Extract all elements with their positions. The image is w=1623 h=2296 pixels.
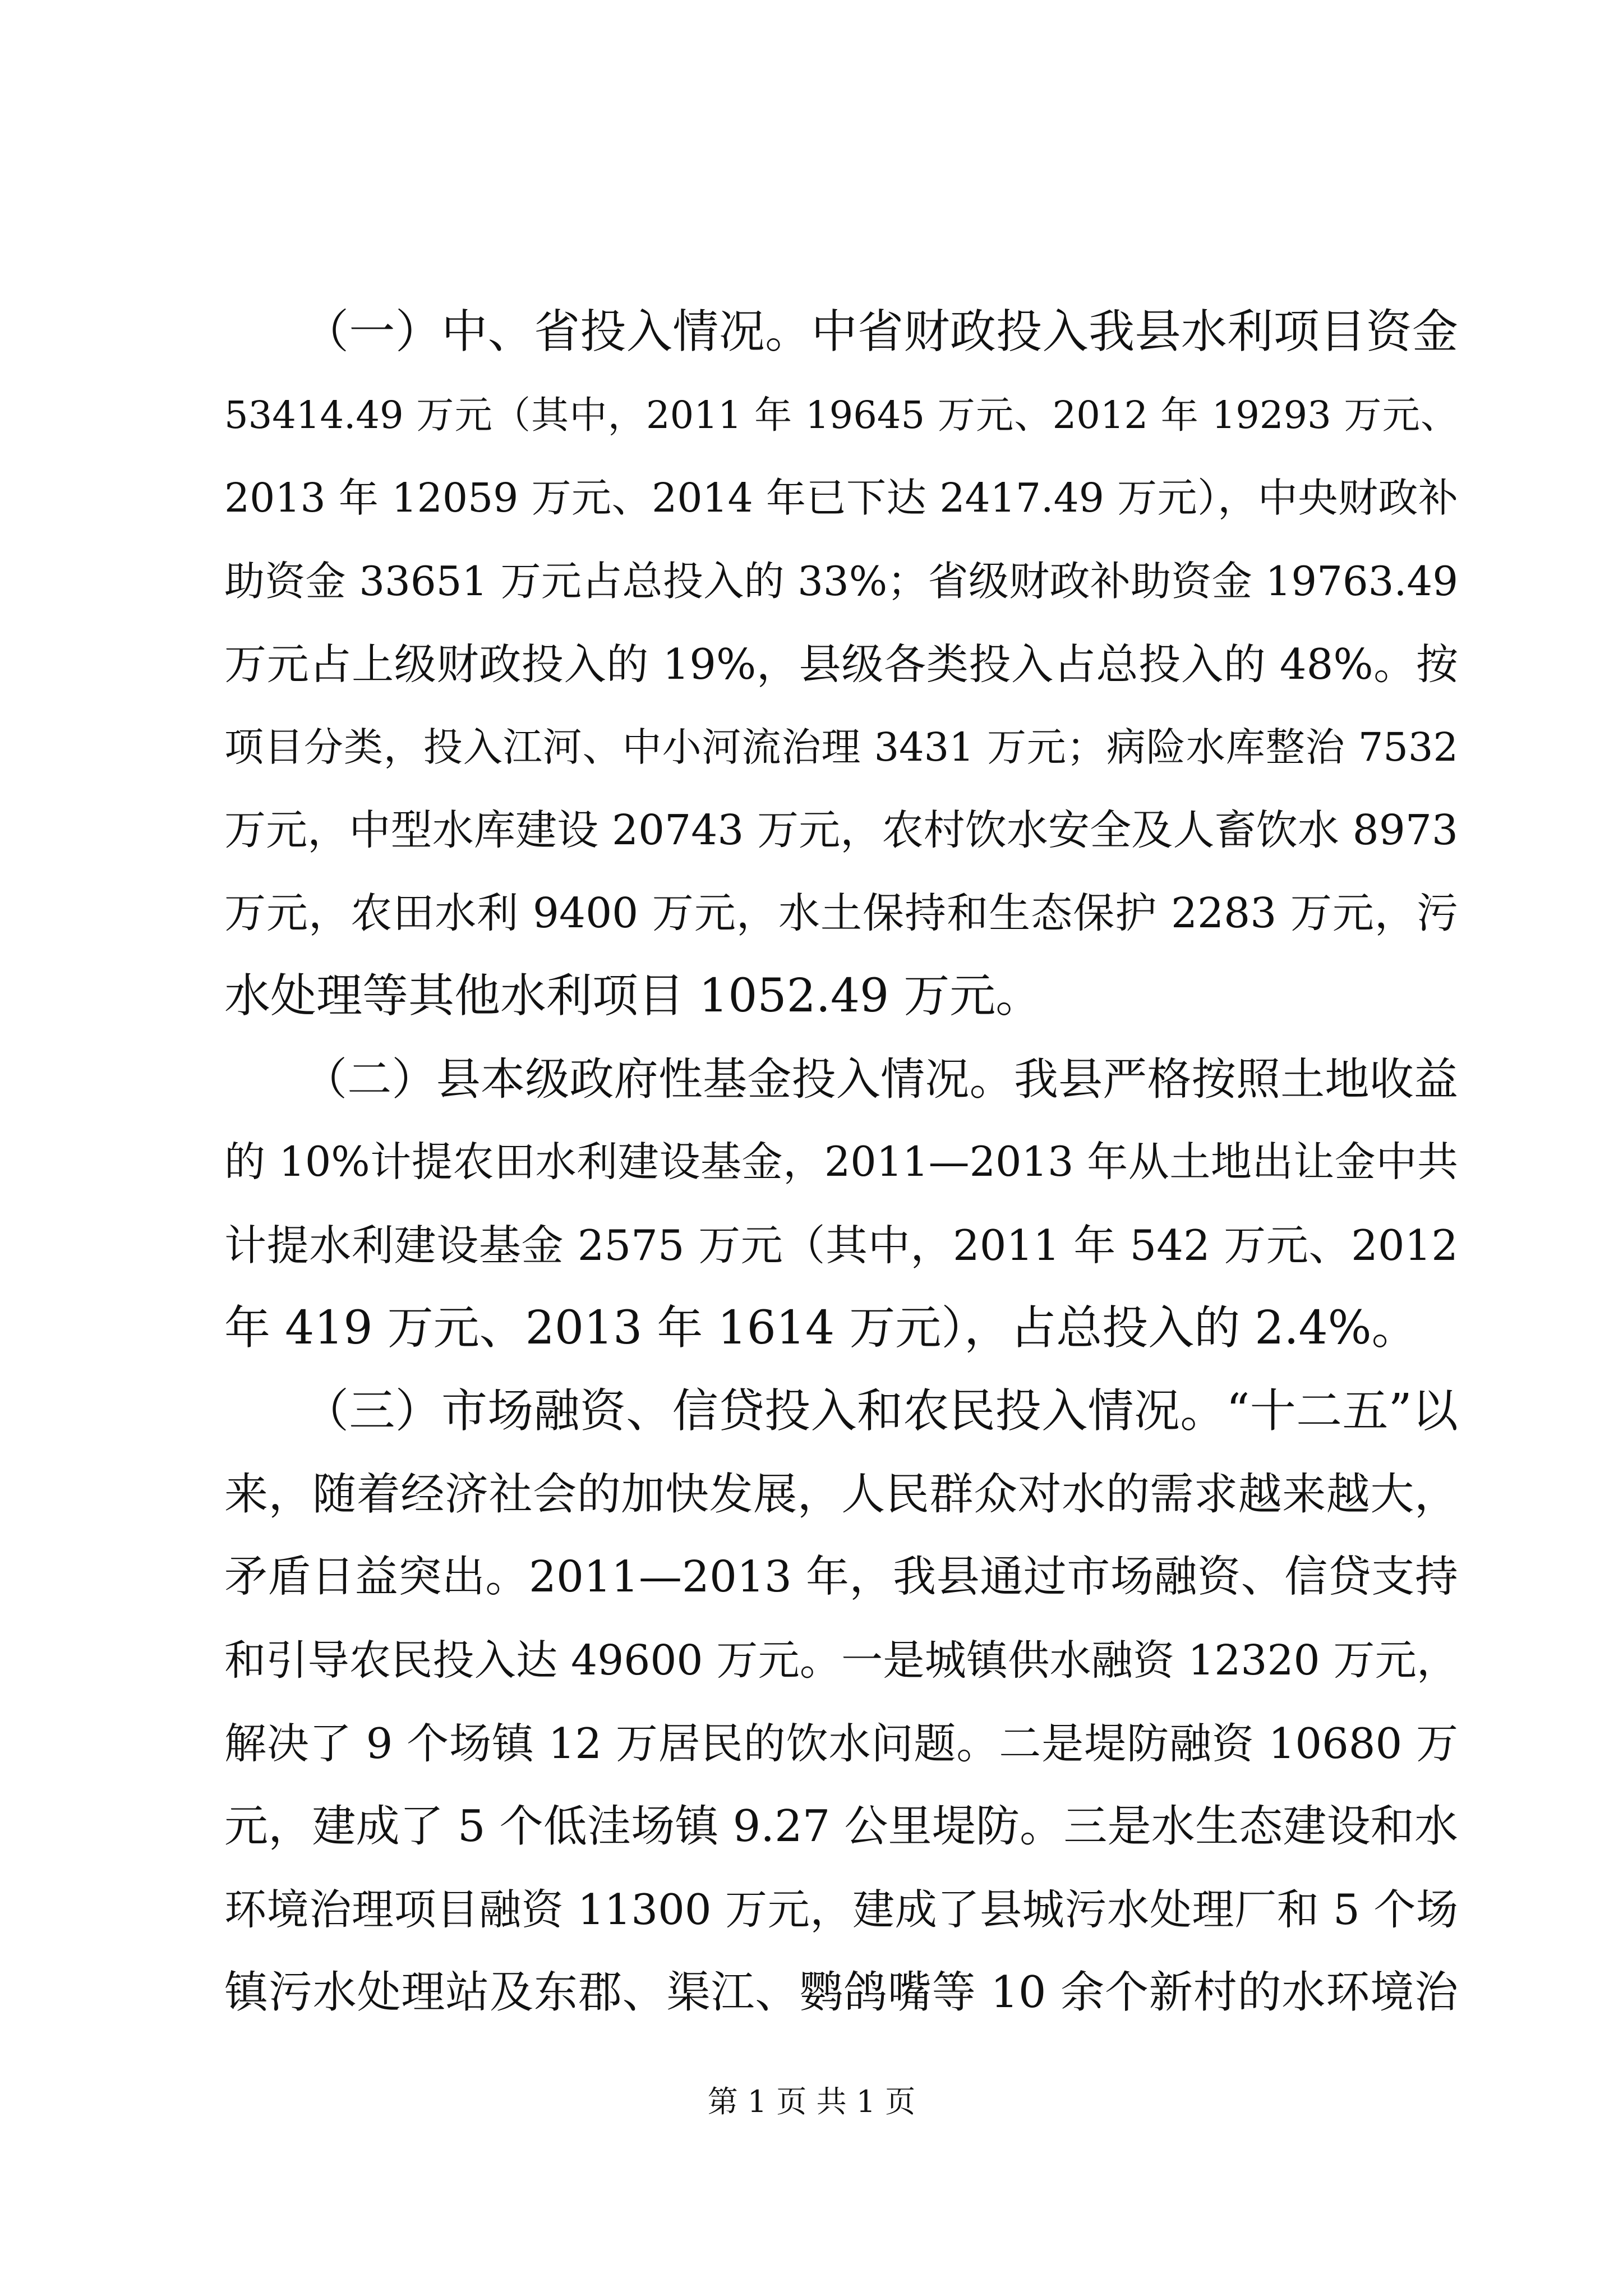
- paragraph-2-line-3: 计提水利建设基金 2575 万元（其中，2011 年 542 万元、2012: [224, 1221, 1458, 1270]
- paragraph-1-line-6: 项目分类，投入江河、中小河流治理 3431 万元；病险水库整治 7532: [224, 724, 1458, 770]
- paragraph-3-line-4: 和引导农民投入达 49600 万元。一是城镇供水融资 12320 万元，: [224, 1636, 1458, 1685]
- paragraph-3-line-1: （三）市场融资、信贷投入和农民投入情况。“十二五”以: [303, 1384, 1458, 1438]
- paragraph-1-line-2: 53414.49 万元（其中，2011 年 19645 万元、2012 年 19293 万元、: [224, 393, 1458, 437]
- paragraph-3-line-3: 矛盾日益突出。2011—2013 年，我县通过市场融资、信贷支持: [224, 1552, 1458, 1602]
- paragraph-2-line-4: 年 419 万元、2013 年 1614 万元），占总投入的 2.4%。: [224, 1301, 1418, 1355]
- paragraph-1-line-1: （一）中、省投入情况。中省财政投入我县水利项目资金: [303, 305, 1458, 358]
- paragraph-1-line-7: 万元，中型水库建设 20743 万元，农村饮水安全及人畜饮水 8973: [224, 806, 1458, 854]
- paragraph-3-line-5: 解决了 9 个场镇 12 万居民的饮水问题。二是堤防融资 10680 万: [224, 1719, 1458, 1768]
- paragraph-1-line-3: 2013 年 12059 万元、2014 年已下达 2417.49 万元），中央财政补: [224, 475, 1458, 521]
- paragraph-3-line-8: 镇污水处理站及东郡、渠江、鹦鸽嘴等 10 余个新村的水环境治: [224, 1967, 1458, 2018]
- paragraph-3-line-7: 环境治理项目融资 11300 万元，建成了县城污水处理厂和 5 个场: [224, 1885, 1458, 1934]
- paragraph-3-line-2: 来，随着经济社会的加快发展，人民群众对水的需求越来越大，: [224, 1469, 1458, 1520]
- paragraph-1-line-8: 万元，农田水利 9400 万元，水土保持和生态保护 2283 万元，污: [224, 889, 1458, 937]
- paragraph-1-line-5: 万元占上级财政投入的 19%，县级各类投入占总投入的 48%。按: [224, 639, 1458, 689]
- paragraph-1-line-4: 助资金 33651 万元占总投入的 33%；省级财政补助资金 19763.49: [224, 558, 1458, 605]
- paragraph-2-line-2: 的 10%计提农田水利建设基金，2011—2013 年从土地出让金中共: [224, 1138, 1458, 1186]
- paragraph-2-line-1: （二）县本级政府性基金投入情况。我县严格按照土地收益: [303, 1053, 1458, 1105]
- document-body: [224, 291, 1458, 2034]
- paragraph-1-line-9: 水处理等其他水利项目 1052.49 万元。: [224, 969, 1042, 1023]
- page-number-footer: 第 1 页 共 1 页: [707, 2084, 916, 2119]
- paragraph-3-line-6: 元，建成了 5 个低洼场镇 9.27 公里堤防。三是水生态建设和水: [224, 1801, 1458, 1852]
